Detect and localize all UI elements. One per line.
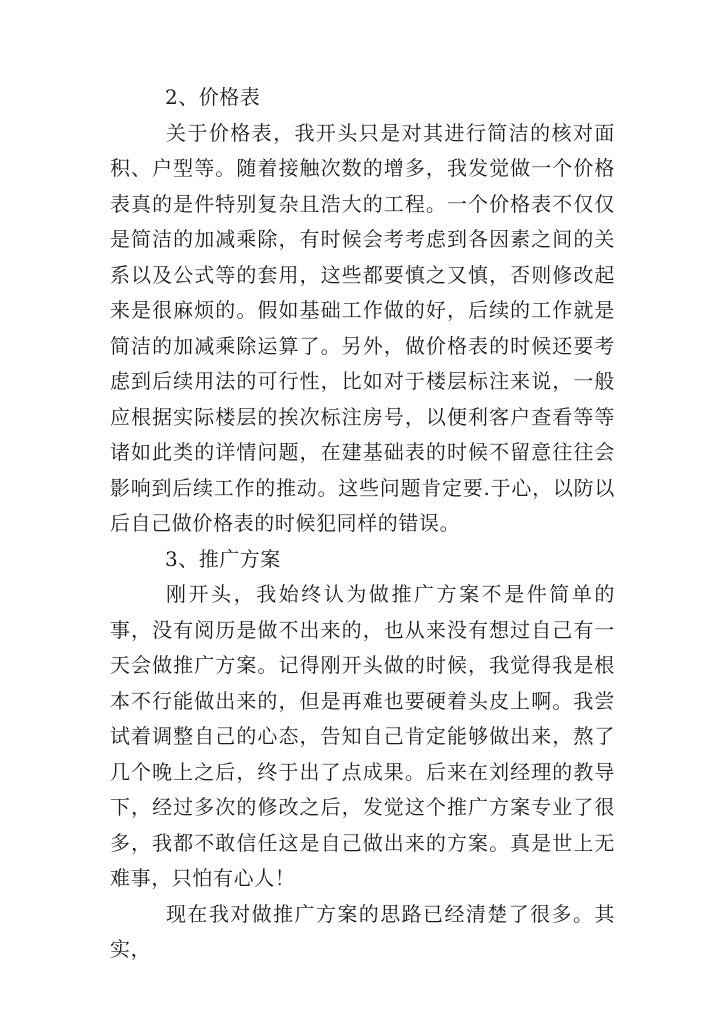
price-table-paragraph: 关于价格表，我开头只是对其进行简洁的核对面积、户型等。随着接触次数的增多，我发觉做一个价格表真的是件特别复杂且浩大的工程。一个价格表不仅仅是简洁的加减乘除，有时候会考考虑到各因素之间的关系以及公式等的套用，这些都要慎之又慎，否则修改起来是很麻烦的。假如基础工作做的好，后续的工作就是简洁的加减乘除运算了。另外，做价格表的时候还要考虑到后续用法的可行性，比如对于楼层标注来说，一般应根据实际楼层的挨次标注房号，以便利客户查看等等诸如此类的详情问题，在建基础表的时候不留意往往会影响到后续工作的推动。这些问题肯定要.于心，以防以后自己做价格表的时候犯同样的错误。 bbox=[110, 120, 615, 535]
section-heading-promotion-plan: 3、推广方案 bbox=[165, 546, 281, 571]
promotion-plan-paragraph-1: 刚开头，我始终认为做推广方案不是件简单的事，没有阅历是做不出来的，也从来没有想过自己有一天会做推广方案。记得刚开头做的时候，我觉得我是根本不行能做出来的，但是再难也要硬着头皮上啊。我尝试着调整自己的心态，告知自己肯定能够做出来，熬了几个晚上之后，终于出了点成果。后来在刘经理的教导下，经过多次的修改之后，发觉这个推广方案专业了很多，我都不敢信任这是自己做出来的方案。真是世上无难事，只怕有心人！ bbox=[110, 582, 615, 890]
section-heading-price-table: 2、价格表 bbox=[165, 85, 261, 109]
document-page bbox=[110, 80, 615, 968]
promotion-plan-paragraph-2: 现在我对做推广方案的思路已经清楚了很多。其实， bbox=[110, 901, 615, 961]
